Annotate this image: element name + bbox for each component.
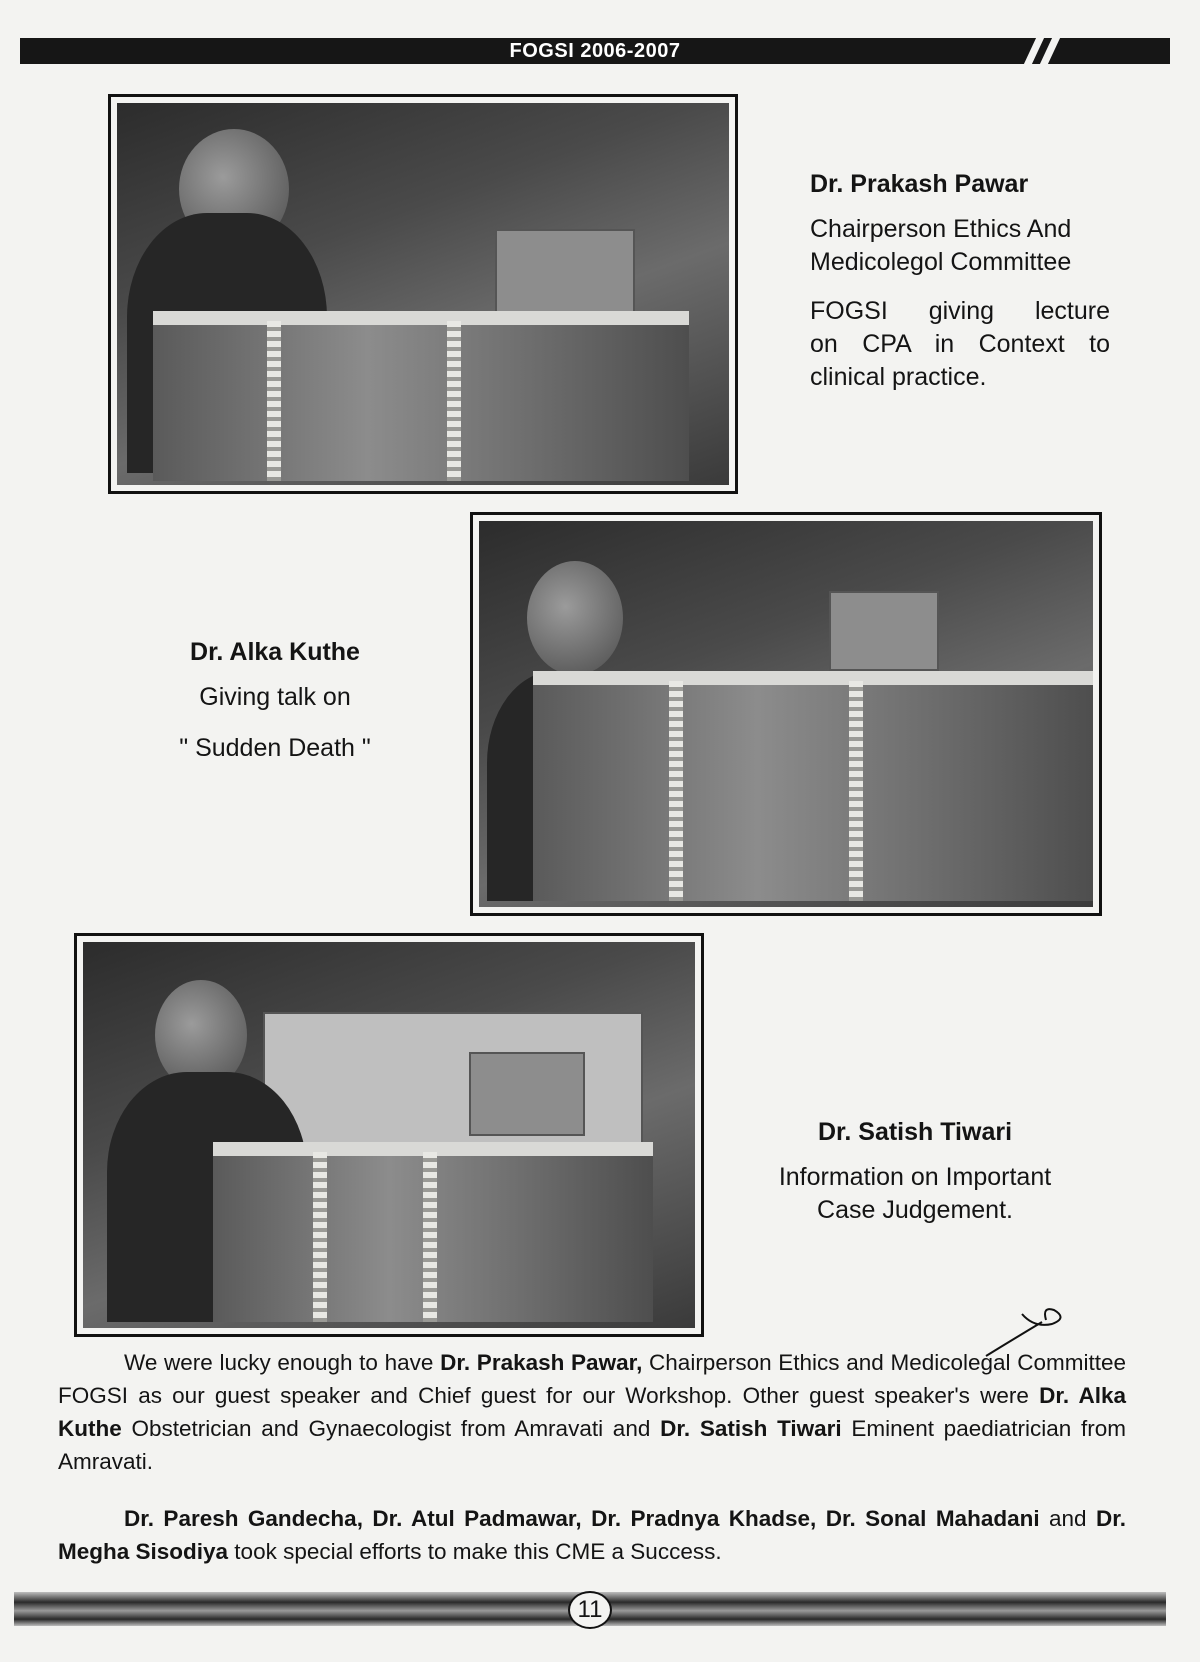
page-number: 11	[568, 1591, 612, 1629]
text: Eminent paediatrician from Amravati.	[58, 1416, 1126, 1474]
caption-name: Dr. Satish Tiwari	[817, 1118, 1013, 1146]
caption-line: clinical practice.	[810, 363, 987, 391]
caption-line: Information on Important	[778, 1163, 1052, 1191]
garland	[669, 681, 683, 901]
podium	[153, 311, 689, 481]
laptop-screen	[495, 229, 635, 321]
photo-alka-kuthe	[470, 512, 1102, 916]
text: We were lucky enough to have	[124, 1350, 441, 1375]
garland	[313, 1152, 327, 1322]
photo-satish-tiwari	[74, 933, 704, 1337]
speaker-head	[527, 561, 623, 675]
caption-satish-tiwari	[740, 1118, 1090, 1227]
garland	[423, 1152, 437, 1322]
caption-name: Dr. Alka Kuthe	[190, 638, 360, 666]
caption-line: Chairperson Ethics And	[810, 215, 1072, 243]
paragraph-organisers	[58, 1502, 1126, 1568]
text: Chairperson Ethics and Medicolegal Committee FOGSI as our guest speaker and Chief guest for our Workshop. Other guest speaker's were	[58, 1350, 1126, 1408]
text: took special efforts to make this CME a Success.	[228, 1539, 722, 1564]
photo-image	[83, 942, 695, 1328]
caption-line: " Sudden Death "	[179, 734, 371, 762]
laptop-screen	[829, 591, 939, 671]
paragraph-guest-speakers	[58, 1346, 1126, 1478]
garland	[267, 321, 281, 481]
bold-name: Dr. Megha Sisodiya	[58, 1506, 1126, 1564]
caption-line: FOGSI giving lecture	[810, 297, 1110, 325]
header-bar	[20, 38, 1170, 64]
garland	[447, 321, 461, 481]
caption-line: Medicolegol Committee	[810, 248, 1072, 276]
bold-name: Dr. Prakash Pawar,	[440, 1350, 643, 1375]
backdrop-screen	[263, 1012, 643, 1162]
photo-image	[479, 521, 1093, 907]
header-title: FOGSI 2006-2007	[509, 40, 681, 62]
podium	[533, 671, 1093, 901]
garland	[849, 681, 863, 901]
photo-prakash-pawar	[108, 94, 738, 494]
text: Obstetrician and Gynaecologist from Amravati and	[121, 1416, 661, 1441]
caption-line: on CPA in Context to	[810, 330, 1110, 358]
laptop-screen	[469, 1052, 585, 1136]
caption-alka-kuthe	[120, 638, 430, 765]
caption-line: Giving talk on	[199, 683, 351, 711]
caption-name: Dr. Prakash Pawar	[810, 170, 1029, 198]
bold-name: Dr. Alka Kuthe	[58, 1383, 1126, 1441]
photo-image	[117, 103, 729, 485]
bold-names: Dr. Paresh Gandecha, Dr. Atul Padmawar, Dr. Pradnya Khadse, Dr. Sonal Mahadani	[124, 1506, 1040, 1531]
text: and	[1039, 1506, 1096, 1531]
bold-name: Dr. Satish Tiwari	[660, 1416, 842, 1441]
caption-line: Case Judgement.	[817, 1196, 1013, 1224]
caption-prakash-pawar	[810, 170, 1110, 394]
